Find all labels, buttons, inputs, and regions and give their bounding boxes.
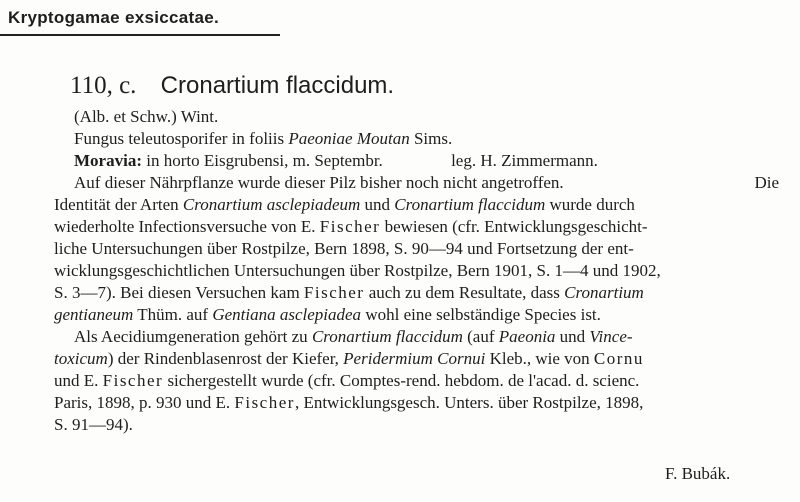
p1-line4: liche Untersuchungen über Rostpilze, Bern 1898, S. 90—94 und Fortsetzung der ent- (54, 239, 634, 258)
p2-line3 (54, 370, 779, 392)
author-ref: Fischer (102, 371, 164, 390)
p2-text: Als Aecidiumgeneration gehört zu (74, 327, 312, 346)
p2-line2 (54, 348, 779, 370)
p1-text: Auf dieser Nährpflanze wurde dieser Pilz bisher noch nicht angetroffen. (74, 173, 564, 192)
author-ref: Fischer (234, 393, 295, 412)
p1-text: Identität der Arten (54, 195, 183, 214)
species-ref: Gentiana asclepiadea (212, 305, 362, 324)
signature: F. Bubák. (665, 464, 731, 483)
p2-text: , Entwicklungsgesch. Unters. über Rostpilze, 1898, (294, 393, 644, 412)
host-prefix: Fungus teleutosporifer in foliis (74, 129, 285, 148)
host-name: Paeoniae Moutan (288, 129, 410, 148)
p1-text: und (360, 195, 395, 214)
p2-line5: S. 91—94). (54, 415, 133, 434)
p1-line6 (54, 282, 779, 304)
species-ref: Vince- (589, 327, 633, 346)
species-ref: Cronartium flaccidum (311, 327, 463, 346)
p1-line7 (54, 304, 779, 326)
p2-text: sichergestellt wurde (cfr. Comptes-rend. hebdom. de l'acad. d. scienc. (163, 371, 640, 390)
p1-text: Thüm. auf (133, 305, 213, 324)
collector: leg. H. Zimmermann. (451, 151, 598, 170)
header-rule (0, 34, 280, 36)
locality-label: Moravia: (74, 151, 142, 170)
p2-text: Paris, 1898, p. 930 und E. (54, 393, 235, 412)
species-name: Cronartium flaccidum. (160, 72, 395, 99)
authority-line: (Alb. et Schw.) Wint. (74, 107, 219, 126)
entry-body (54, 106, 779, 436)
host-line (54, 128, 779, 150)
species-ref: Paeonia (498, 327, 556, 346)
p1-line1 (54, 172, 779, 194)
p1-line3 (54, 216, 779, 238)
species-ref: Cronartium asclepiadeum (182, 195, 361, 214)
species-ref: Cronartium flaccidum (394, 195, 546, 214)
p2-line4 (54, 392, 779, 414)
p1-text: bewiesen (cfr. Entwicklungsgeschicht- (380, 217, 648, 236)
p2-line1 (54, 326, 779, 348)
p1-text: wohl eine selbständige Species ist. (361, 305, 601, 324)
p1-line2 (54, 194, 779, 216)
p1-text: Die (754, 173, 779, 192)
p1-line5: wicklungsgeschichtlichen Untersuchungen über Rostpilze, Bern 1901, S. 1—4 und 1902, (54, 261, 661, 280)
species-ref: Peridermium Cornui (343, 349, 486, 368)
entry-title (70, 72, 394, 100)
p1-text: wurde durch (545, 195, 635, 214)
p2-text: und (555, 327, 590, 346)
p2-text: und E. (54, 371, 103, 390)
p2-text: (auf (462, 327, 499, 346)
author-ref: Fischer (319, 217, 381, 236)
p1-text: wiederholte Infectionsversuche von E. (54, 217, 320, 236)
species-ref: Cronartium (564, 283, 644, 302)
collection-header: Kryptogamae exsiccatae. (8, 8, 220, 27)
entry-number: 110, c. (70, 72, 137, 99)
locality-text: in horto Eisgrubensi, m. Septembr. (146, 151, 383, 170)
host-suffix: Sims. (413, 129, 453, 148)
p1-text: auch zu dem Resultate, dass (364, 283, 565, 302)
author-ref: Fischer (303, 283, 365, 302)
author-ref: Cornu (593, 349, 644, 368)
species-ref: toxicum (54, 349, 108, 368)
p2-text: Kleb., wie von (485, 349, 594, 368)
species-ref: gentianeum (54, 305, 134, 324)
p1-text: S. 3—7). Bei diesen Versuchen kam (54, 283, 304, 302)
p2-text: ) der Rindenblasenrost der Kiefer, (107, 349, 344, 368)
locality-line (54, 150, 779, 172)
